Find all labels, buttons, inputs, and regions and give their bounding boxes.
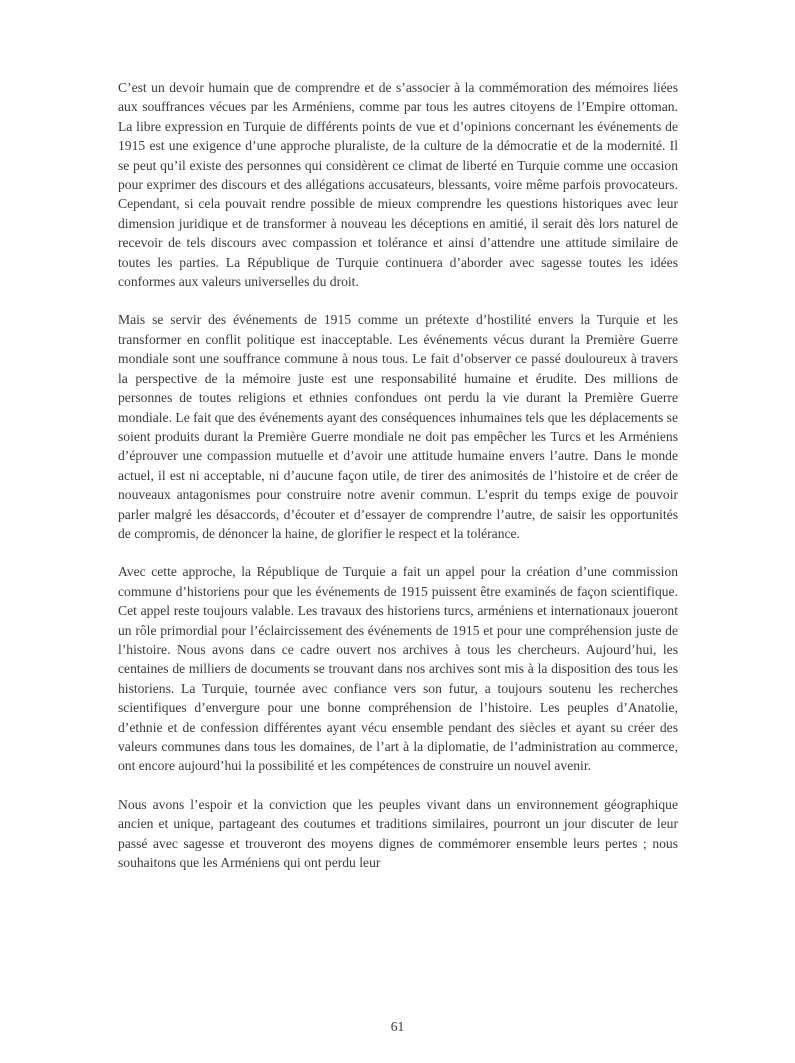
paragraph-4: Nous avons l’espoir et la conviction que les peuples vivant dans un environnement géographique ancien et unique, partageant des coutumes et traditions similaires, pourront un jour discuter de leur passé avec sagesse et trouveront des moyens dignes de commémorer ensemble leurs pertes ; nous souhaitons que les Arméniens qui ont perdu leur [118, 796, 678, 871]
paragraph-3: Avec cette approche, la République de Turquie a fait un appel pour la création d’une commission commune d’historiens pour que les événements de 1915 puissent être examinés de façon scientifique. Cet appel reste toujours valable. Les travaux des historiens turcs, arméniens et internationaux joueront un rôle primordial pour l’éclaircissement des événements de 1915 et pour une compréhension juste de l’histoire. Nous avons dans ce cadre ouvert nos archives à tous les chercheurs. Aujourd’hui, les centaines de milliers de documents se trouvant dans nos archives sont mis à la disposition des tous les historiens. La Turquie, tournée avec confiance vers son futur, a toujours soutenu les recherches scientifiques d’envergure pour une bonne compréhension de l’histoire. Les peuples d’Anatolie, d’ethnie et de confession différentes ayant vécu ensemble pendant des siècles et ayant su créer des valeurs communes dans tous les domaines, de l’art à la diplomatie, de l’administration au commerce, ont encore aujourd’hui la possibilité et les compétences de construire un nouvel avenir. [118, 564, 678, 774]
page-number: 61 [390, 1019, 405, 1034]
document-page [118, 78, 678, 891]
paragraph-2: Mais se servir des événements de 1915 comme un prétexte d’hostilité envers la Turquie et les transformer en conflit politique est inacceptable. Les événements vécus durant la Première Guerre mondiale sont une souffrance commune à nous tous. Le fait d’observer ce passé douloureux à travers la perspective de la mémoire juste est une responsabilité humaine et érudite. Des millions de personnes de toutes religions et ethnies confondues ont perdu la vie durant la Première Guerre mondiale. Le fait que des événements ayant des conséquences inhumaines tels que les déplacements se soient produits durant la Première Guerre mondiale ne doit pas empêcher les Turcs et les Arméniens d’éprouver une compassion mutuelle et d’avoir une attitude humaine envers l’autre. Dans le monde actuel, il est ni acceptable, ni d’aucune façon utile, de tirer des animosités de l’histoire et de créer de nouveaux antagonismes pour construire notre avenir commun. L’esprit du temps exige de pouvoir parler malgré les désaccords, d’écouter et d’essayer de comprendre l’autre, de saisir les opportunités de compromis, de dénoncer la haine, de glorifier le respect et la tolérance. [118, 312, 678, 541]
paragraph-1: C’est un devoir humain que de comprendre et de s’associer à la commémoration des mémoires liées aux souffrances vécues par les Arméniens, comme par tous les autres citoyens de l’Empire ottoman. La libre expression en Turquie de différents points de vue et d’opinions concernant les événements de 1915 est une exigence d’une approche pluraliste, de la culture de la démocratie et de la modernité. Il se peut qu’il existe des personnes qui considèrent ce climat de liberté en Turquie comme une occasion pour exprimer des discours et des allégations accusateurs, blessants, voire même parfois provocateurs. Cependant, si cela pouvait rendre possible de mieux comprendre les questions historiques avec leur dimension juridique et de transformer à nouveau les déceptions en amitié, il serait dès lors naturel de recevoir de tels discours avec compassion et tolérance et ainsi d’attendre une attitude similaire de toutes les parties. La République de Turquie continuera d’aborder avec sagesse toutes les idées conformes aux valeurs universelles du droit. [118, 80, 678, 290]
